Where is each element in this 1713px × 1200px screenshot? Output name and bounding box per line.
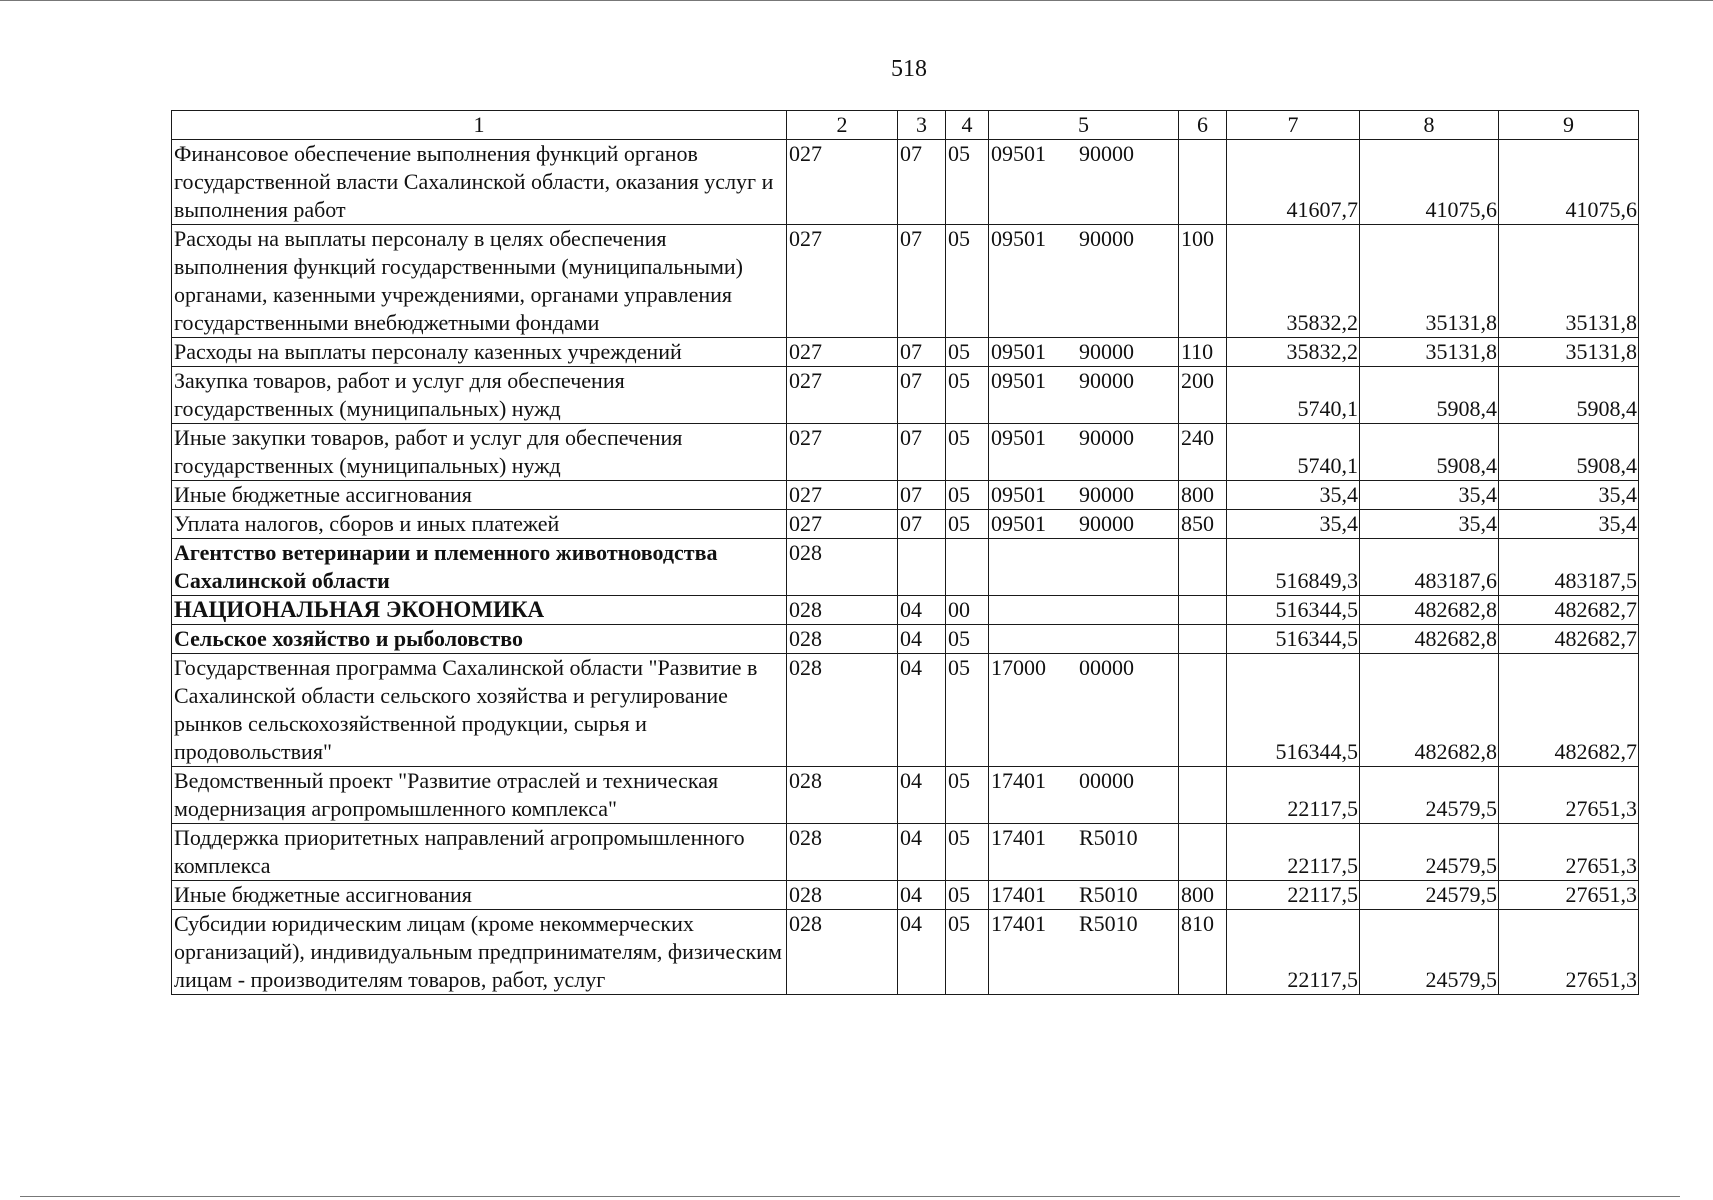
code-subsection: 05 — [946, 510, 989, 539]
code-direction: R5010 — [1079, 825, 1138, 850]
table-row — [172, 881, 1639, 910]
code-section: 04 — [898, 910, 946, 995]
row-label: Ведомственный проект "Развитие отраслей и техническая модернизация агропромышленного комплекса" — [172, 767, 787, 824]
code-subsection: 00 — [946, 596, 989, 625]
code-target-article — [989, 481, 1179, 510]
amount-col-7: 516344,5 — [1227, 596, 1360, 625]
code-direction: 90000 — [1079, 141, 1134, 166]
column-header: 3 — [898, 111, 946, 140]
code-direction: R5010 — [1079, 882, 1138, 907]
code-subsection: 05 — [946, 424, 989, 481]
code-expense-type: 100 — [1179, 225, 1227, 338]
amount-col-9: 35,4 — [1499, 481, 1639, 510]
row-label: НАЦИОНАЛЬНАЯ ЭКОНОМИКА — [172, 596, 787, 625]
amount-col-7: 35,4 — [1227, 510, 1360, 539]
column-header: 6 — [1179, 111, 1227, 140]
code-program: 17000 — [991, 655, 1046, 680]
table-row — [172, 767, 1639, 824]
column-header: 9 — [1499, 111, 1639, 140]
code-expense-type — [1179, 539, 1227, 596]
code-target-article — [989, 225, 1179, 338]
amount-col-8: 35,4 — [1360, 481, 1499, 510]
amount-col-8: 35131,8 — [1360, 225, 1499, 338]
code-expense-type — [1179, 654, 1227, 767]
amount-col-8: 35,4 — [1360, 510, 1499, 539]
amount-col-9: 482682,7 — [1499, 625, 1639, 654]
scan-bottom-edge — [20, 1196, 1680, 1197]
amount-col-8: 483187,6 — [1360, 539, 1499, 596]
code-program: 09501 — [991, 339, 1046, 364]
code-subsection: 05 — [946, 824, 989, 881]
code-ministry: 027 — [787, 510, 898, 539]
row-label: Иные закупки товаров, работ и услуг для обеспечения государственных (муниципальных) нужд — [172, 424, 787, 481]
code-section: 04 — [898, 824, 946, 881]
code-program: 17401 — [991, 825, 1046, 850]
amount-col-9: 5908,4 — [1499, 424, 1639, 481]
amount-col-7: 35,4 — [1227, 481, 1360, 510]
amount-col-8: 482682,8 — [1360, 654, 1499, 767]
code-direction: 00000 — [1079, 655, 1134, 680]
code-program: 09501 — [991, 226, 1046, 251]
code-expense-type: 240 — [1179, 424, 1227, 481]
amount-col-8: 482682,8 — [1360, 625, 1499, 654]
code-direction: 90000 — [1079, 511, 1134, 536]
code-expense-type: 110 — [1179, 338, 1227, 367]
code-expense-type: 810 — [1179, 910, 1227, 995]
code-program: 09501 — [991, 482, 1046, 507]
code-section: 07 — [898, 140, 946, 225]
table-row — [172, 824, 1639, 881]
amount-col-8: 24579,5 — [1360, 910, 1499, 995]
table-row — [172, 625, 1639, 654]
row-label: Сельское хозяйство и рыболовство — [172, 625, 787, 654]
amount-col-7: 5740,1 — [1227, 424, 1360, 481]
code-subsection: 05 — [946, 625, 989, 654]
amount-col-7: 22117,5 — [1227, 910, 1360, 995]
amount-col-8: 482682,8 — [1360, 596, 1499, 625]
code-subsection: 05 — [946, 338, 989, 367]
row-label: Закупка товаров, работ и услуг для обеспечения государственных (муниципальных) нужд — [172, 367, 787, 424]
code-ministry: 028 — [787, 881, 898, 910]
scan-top-edge — [0, 0, 1713, 1]
code-subsection — [946, 539, 989, 596]
code-section: 07 — [898, 225, 946, 338]
amount-col-8: 5908,4 — [1360, 367, 1499, 424]
code-section: 07 — [898, 510, 946, 539]
table-row — [172, 367, 1639, 424]
code-program: 09501 — [991, 425, 1046, 450]
amount-col-8: 35131,8 — [1360, 338, 1499, 367]
code-program: 17401 — [991, 911, 1046, 936]
column-header: 5 — [989, 111, 1179, 140]
code-target-article — [989, 424, 1179, 481]
code-ministry: 028 — [787, 910, 898, 995]
code-target-article — [989, 910, 1179, 995]
code-ministry: 027 — [787, 481, 898, 510]
row-label: Субсидии юридическим лицам (кроме некоммерческих организаций), индивидуальным предпринимателям, физическим лицам - производителям товаров, работ, услуг — [172, 910, 787, 995]
code-expense-type — [1179, 140, 1227, 225]
code-subsection: 05 — [946, 367, 989, 424]
amount-col-9: 482682,7 — [1499, 596, 1639, 625]
code-target-article — [989, 140, 1179, 225]
code-target-article — [989, 510, 1179, 539]
code-target-article — [989, 625, 1179, 654]
code-section: 04 — [898, 625, 946, 654]
column-header: 7 — [1227, 111, 1360, 140]
amount-col-8: 5908,4 — [1360, 424, 1499, 481]
amount-col-7: 22117,5 — [1227, 824, 1360, 881]
column-header: 4 — [946, 111, 989, 140]
amount-col-8: 24579,5 — [1360, 881, 1499, 910]
table-row — [172, 225, 1639, 338]
code-direction: 90000 — [1079, 339, 1134, 364]
code-subsection: 05 — [946, 654, 989, 767]
code-target-article — [989, 824, 1179, 881]
code-direction: 90000 — [1079, 226, 1134, 251]
code-ministry: 027 — [787, 338, 898, 367]
code-section — [898, 539, 946, 596]
code-section: 04 — [898, 881, 946, 910]
code-section: 04 — [898, 654, 946, 767]
code-section: 07 — [898, 424, 946, 481]
code-target-article — [989, 367, 1179, 424]
code-expense-type — [1179, 824, 1227, 881]
amount-col-8: 24579,5 — [1360, 767, 1499, 824]
code-section: 04 — [898, 767, 946, 824]
code-ministry: 028 — [787, 596, 898, 625]
amount-col-7: 41607,7 — [1227, 140, 1360, 225]
amount-col-9: 35,4 — [1499, 510, 1639, 539]
amount-col-9: 35131,8 — [1499, 225, 1639, 338]
code-ministry: 028 — [787, 654, 898, 767]
code-target-article — [989, 881, 1179, 910]
code-subsection: 05 — [946, 881, 989, 910]
code-section: 07 — [898, 367, 946, 424]
code-subsection: 05 — [946, 140, 989, 225]
code-direction: 90000 — [1079, 425, 1134, 450]
code-subsection: 05 — [946, 481, 989, 510]
code-program: 09501 — [991, 511, 1046, 536]
code-ministry: 027 — [787, 367, 898, 424]
amount-col-9: 35131,8 — [1499, 338, 1639, 367]
amount-col-7: 35832,2 — [1227, 225, 1360, 338]
column-header: 1 — [172, 111, 787, 140]
code-ministry: 028 — [787, 767, 898, 824]
table-row — [172, 910, 1639, 995]
code-direction: 90000 — [1079, 482, 1134, 507]
amount-col-7: 516344,5 — [1227, 625, 1360, 654]
amount-col-9: 27651,3 — [1499, 910, 1639, 995]
code-expense-type: 800 — [1179, 881, 1227, 910]
code-target-article — [989, 654, 1179, 767]
row-label: Расходы на выплаты персоналу казенных учреждений — [172, 338, 787, 367]
amount-col-9: 483187,5 — [1499, 539, 1639, 596]
amount-col-7: 22117,5 — [1227, 767, 1360, 824]
code-ministry: 028 — [787, 824, 898, 881]
row-label: Иные бюджетные ассигнования — [172, 881, 787, 910]
code-ministry: 028 — [787, 539, 898, 596]
code-section: 07 — [898, 338, 946, 367]
row-label: Уплата налогов, сборов и иных платежей — [172, 510, 787, 539]
amount-col-8: 41075,6 — [1360, 140, 1499, 225]
code-ministry: 027 — [787, 424, 898, 481]
code-section: 07 — [898, 481, 946, 510]
amount-col-9: 5908,4 — [1499, 367, 1639, 424]
code-target-article — [989, 338, 1179, 367]
code-program: 09501 — [991, 141, 1046, 166]
code-subsection: 05 — [946, 767, 989, 824]
row-label: Поддержка приоритетных направлений агропромышленного комплекса — [172, 824, 787, 881]
row-label: Иные бюджетные ассигнования — [172, 481, 787, 510]
table-row — [172, 481, 1639, 510]
code-target-article — [989, 539, 1179, 596]
code-section: 04 — [898, 596, 946, 625]
amount-col-7: 516849,3 — [1227, 539, 1360, 596]
amount-col-9: 27651,3 — [1499, 824, 1639, 881]
code-target-article — [989, 767, 1179, 824]
row-label: Финансовое обеспечение выполнения функций органов государственной власти Сахалинской области, оказания услуг и выполнения работ — [172, 140, 787, 225]
table-row — [172, 424, 1639, 481]
code-ministry: 027 — [787, 140, 898, 225]
row-label: Расходы на выплаты персоналу в целях обеспечения выполнения функций государственными (муниципальными) органами, казенными учреждениями, органами управления государственными внебюджетными фондами — [172, 225, 787, 338]
table-row — [172, 510, 1639, 539]
row-label: Агентство ветеринарии и племенного животноводства Сахалинской области — [172, 539, 787, 596]
code-direction: 00000 — [1079, 768, 1134, 793]
code-expense-type: 850 — [1179, 510, 1227, 539]
column-header: 2 — [787, 111, 898, 140]
page-number: 518 — [891, 56, 927, 82]
code-subsection: 05 — [946, 225, 989, 338]
table-row — [172, 654, 1639, 767]
code-program: 17401 — [991, 768, 1046, 793]
amount-col-9: 41075,6 — [1499, 140, 1639, 225]
code-program: 09501 — [991, 368, 1046, 393]
amount-col-8: 24579,5 — [1360, 824, 1499, 881]
amount-col-7: 516344,5 — [1227, 654, 1360, 767]
table-row — [172, 539, 1639, 596]
code-target-article — [989, 596, 1179, 625]
code-expense-type: 800 — [1179, 481, 1227, 510]
code-subsection: 05 — [946, 910, 989, 995]
amount-col-9: 27651,3 — [1499, 767, 1639, 824]
amount-col-7: 35832,2 — [1227, 338, 1360, 367]
code-expense-type: 200 — [1179, 367, 1227, 424]
code-direction: 90000 — [1079, 368, 1134, 393]
code-expense-type — [1179, 767, 1227, 824]
amount-col-9: 27651,3 — [1499, 881, 1639, 910]
code-expense-type — [1179, 596, 1227, 625]
row-label: Государственная программа Сахалинской области "Развитие в Сахалинской области сельского хозяйства и регулирование рынков сельскохозяйственной продукции, сырья и продовольствия" — [172, 654, 787, 767]
column-header-row — [172, 111, 1639, 140]
table-row — [172, 596, 1639, 625]
amount-col-9: 482682,7 — [1499, 654, 1639, 767]
code-direction: R5010 — [1079, 911, 1138, 936]
code-ministry: 027 — [787, 225, 898, 338]
budget-table — [171, 110, 1639, 995]
amount-col-7: 22117,5 — [1227, 881, 1360, 910]
table-row — [172, 140, 1639, 225]
code-program: 17401 — [991, 882, 1046, 907]
code-expense-type — [1179, 625, 1227, 654]
column-header: 8 — [1360, 111, 1499, 140]
code-ministry: 028 — [787, 625, 898, 654]
amount-col-7: 5740,1 — [1227, 367, 1360, 424]
table-row — [172, 338, 1639, 367]
